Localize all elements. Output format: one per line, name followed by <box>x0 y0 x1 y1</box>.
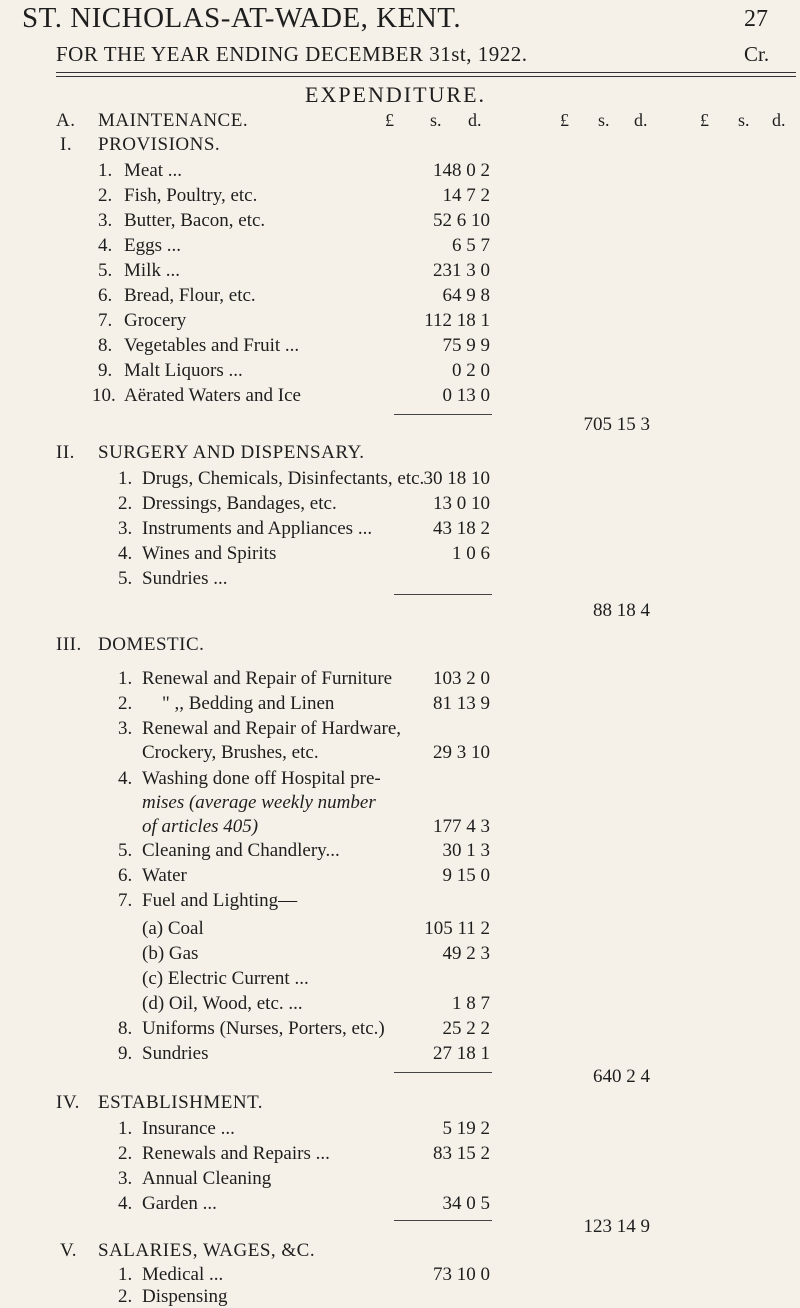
item-amount: 177 4 3 <box>433 816 490 837</box>
item-number: 4. <box>98 235 113 256</box>
item-amount: 112 18 1 <box>424 310 490 331</box>
col3-pounds-header: £ <box>700 110 709 130</box>
section-total: 705 15 3 <box>583 414 650 435</box>
col1-shillings-header: s. <box>430 110 442 130</box>
item-number: 5. <box>118 840 133 861</box>
item-label: Annual Cleaning <box>142 1168 272 1189</box>
section-numeral: I. <box>60 134 73 155</box>
col2-pence-header: d. <box>634 110 648 130</box>
page-subtitle: FOR THE YEAR ENDING DECEMBER 31st, 1922. <box>56 42 528 66</box>
item-number: 3. <box>118 1168 133 1189</box>
item-label: Fish, Poultry, etc. <box>124 185 258 206</box>
item-label: Grocery <box>124 310 187 331</box>
item-label: Vegetables and Fruit ... <box>124 335 300 356</box>
item-number: 3. <box>118 718 133 739</box>
item-label: Washing done off Hospital pre- <box>142 768 381 789</box>
item-label: Sundries <box>142 1043 209 1064</box>
item-number: 1. <box>118 668 133 689</box>
page-title: ST. NICHOLAS-AT-WADE, KENT. <box>22 2 462 34</box>
section-heading: PROVISIONS. <box>98 134 221 155</box>
item-number: 2. <box>118 693 133 714</box>
part-letter: A. <box>56 110 76 131</box>
item-number: 2. <box>118 493 133 514</box>
col3-shillings-header: s. <box>738 110 750 130</box>
item-number: 9. <box>98 360 113 381</box>
item-label: Dressings, Bandages, etc. <box>142 493 337 514</box>
item-number: 2. <box>118 1143 133 1164</box>
section-numeral: II. <box>56 442 75 463</box>
item-number: 6. <box>98 285 113 306</box>
item-label: " ,, Bedding and Linen <box>162 693 335 714</box>
section-heading: ESTABLISHMENT. <box>98 1092 264 1113</box>
credit-mark: Cr. <box>744 42 770 66</box>
col2-pounds-header: £ <box>560 110 569 130</box>
item-amount: 0 2 0 <box>452 360 490 381</box>
col1-pence-header: d. <box>468 110 482 130</box>
item-label: Medical ... <box>142 1264 224 1285</box>
item-label: Butter, Bacon, etc. <box>124 210 266 231</box>
item-amount: 14 7 2 <box>442 185 490 206</box>
section-numeral: III. <box>56 634 82 655</box>
item-label: Sundries ... <box>142 568 228 589</box>
subtotal-rule <box>394 1072 492 1073</box>
item-label: Bread, Flour, etc. <box>124 285 256 306</box>
item-amount: 9 15 0 <box>442 865 490 886</box>
item-amount: 73 10 0 <box>433 1264 490 1285</box>
item-label: Renewal and Repair of Hardware, <box>142 718 402 739</box>
item-amount: 30 18 10 <box>423 468 490 489</box>
item-amount: 148 0 2 <box>433 160 490 181</box>
item-number: 5. <box>98 260 113 281</box>
item-amount: 83 15 2 <box>433 1143 490 1164</box>
item-label: Drugs, Chemicals, Disinfectants, etc. <box>142 468 425 489</box>
item-label: Milk ... <box>124 260 180 281</box>
item-amount: 6 5 7 <box>452 235 490 256</box>
subtotal-rule <box>394 1220 492 1221</box>
item-amount: 75 9 9 <box>442 335 490 356</box>
item-label: (b) Gas <box>142 943 199 964</box>
item-label-continued: of articles 405) <box>142 816 259 837</box>
section-heading: SALARIES, WAGES, &C. <box>98 1240 316 1261</box>
section-title: EXPENDITURE. <box>305 82 487 107</box>
subtotal-rule <box>394 414 492 415</box>
item-number: 5. <box>118 568 133 589</box>
section-total: 640 2 4 <box>593 1066 650 1087</box>
section-total: 123 14 9 <box>583 1216 650 1237</box>
section-heading: DOMESTIC. <box>98 634 205 655</box>
item-amount: 34 0 5 <box>442 1193 490 1214</box>
item-label: Renewal and Repair of Furniture <box>142 668 393 689</box>
section-total: 88 18 4 <box>593 600 650 621</box>
item-label: Aërated Waters and Ice <box>124 385 301 406</box>
subtotal-rule <box>394 594 492 595</box>
item-label: (d) Oil, Wood, etc. ... <box>142 993 303 1014</box>
section-numeral: V. <box>60 1240 78 1261</box>
item-label: Water <box>142 865 187 886</box>
item-label: Garden ... <box>142 1193 217 1214</box>
item-amount: 5 19 2 <box>442 1118 490 1139</box>
header-rule-2 <box>56 76 796 77</box>
col2-shillings-header: s. <box>598 110 610 130</box>
item-number: 4. <box>118 1193 133 1214</box>
section-heading: SURGERY AND DISPENSARY. <box>98 442 365 463</box>
item-number: 6. <box>118 865 133 886</box>
item-number: 4. <box>118 768 133 789</box>
item-label: Fuel and Lighting— <box>142 890 298 911</box>
item-label: Cleaning and Chandlery... <box>142 840 340 861</box>
item-number: 3. <box>98 210 113 231</box>
col3-pence-header: d. <box>772 110 786 130</box>
item-amount: 0 13 0 <box>442 385 490 406</box>
item-amount: 13 0 10 <box>433 493 490 514</box>
item-label: (a) Coal <box>142 918 204 939</box>
item-number: 7. <box>118 890 133 911</box>
item-amount: 27 18 1 <box>433 1043 490 1064</box>
item-amount: 29 3 10 <box>433 742 490 763</box>
col1-pounds-header: £ <box>385 110 394 130</box>
item-amount: 105 11 2 <box>424 918 490 939</box>
item-label: Uniforms (Nurses, Porters, etc.) <box>142 1018 385 1039</box>
item-number: 4. <box>118 543 133 564</box>
item-label: Malt Liquors ... <box>124 360 243 381</box>
item-label: Meat ... <box>124 160 183 181</box>
header-rule <box>56 72 796 73</box>
item-number: 1. <box>98 160 113 181</box>
item-label-continued: mises (average weekly number <box>142 792 376 813</box>
item-number: 9. <box>118 1043 133 1064</box>
item-amount: 52 6 10 <box>433 210 490 231</box>
item-label: Instruments and Appliances ... <box>142 518 373 539</box>
item-number: 7. <box>98 310 113 331</box>
item-label: Renewals and Repairs ... <box>142 1143 330 1164</box>
item-amount: 43 18 2 <box>433 518 490 539</box>
item-number: 2. <box>98 185 113 206</box>
item-label: Insurance ... <box>142 1118 235 1139</box>
item-amount: 64 9 8 <box>442 285 490 306</box>
item-number: 2. <box>118 1286 133 1307</box>
item-number: 3. <box>118 518 133 539</box>
item-number: 8. <box>118 1018 133 1039</box>
item-amount: 1 0 6 <box>452 543 490 564</box>
item-amount: 103 2 0 <box>433 668 490 689</box>
item-label: (c) Electric Current ... <box>142 968 309 989</box>
item-label-continued: Crockery, Brushes, etc. <box>142 742 319 763</box>
item-label: Dispensing <box>142 1286 228 1307</box>
section-numeral: IV. <box>56 1092 80 1113</box>
item-label: Wines and Spirits <box>142 543 277 564</box>
item-number: 8. <box>98 335 113 356</box>
item-number: 10. <box>92 385 116 406</box>
item-number: 1. <box>118 1118 133 1139</box>
item-number: 1. <box>118 1264 133 1285</box>
page-number: 27 <box>744 6 768 32</box>
part-title: MAINTENANCE. <box>98 110 249 131</box>
item-number: 1. <box>118 468 133 489</box>
item-amount: 49 2 3 <box>442 943 490 964</box>
item-label: Eggs ... <box>124 235 181 256</box>
item-amount: 30 1 3 <box>442 840 490 861</box>
item-amount: 81 13 9 <box>433 693 490 714</box>
item-amount: 25 2 2 <box>442 1018 490 1039</box>
item-amount: 1 8 7 <box>452 993 490 1014</box>
item-amount: 231 3 0 <box>433 260 490 281</box>
